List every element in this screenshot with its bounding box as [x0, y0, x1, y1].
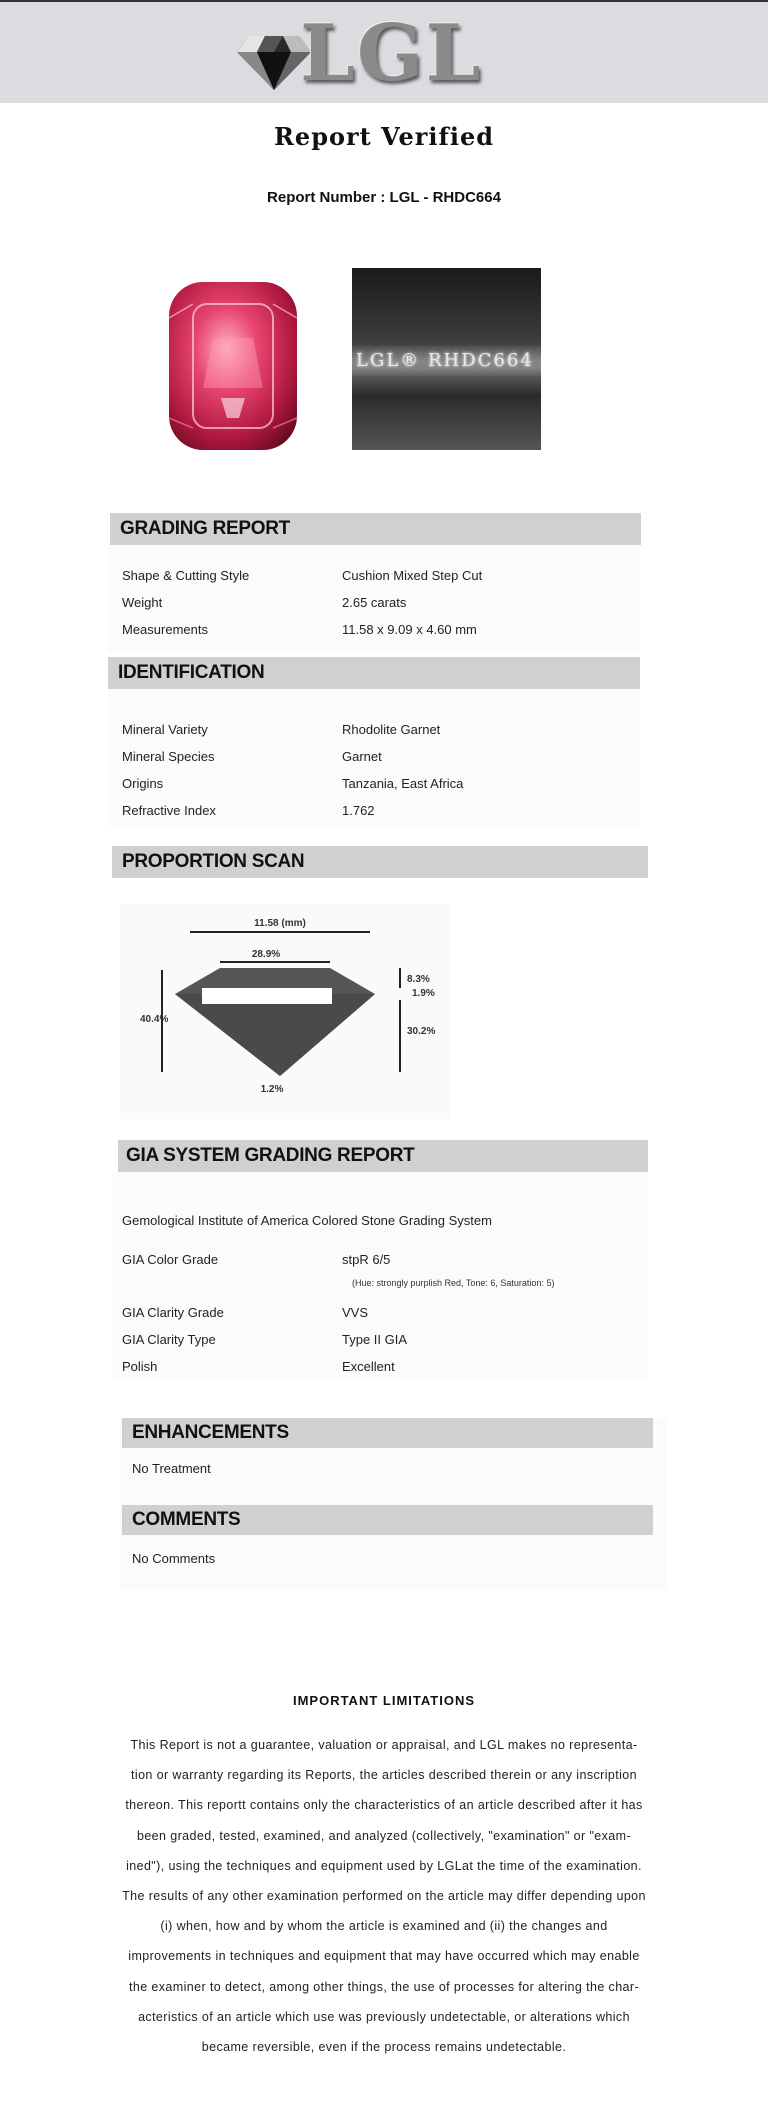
gia-panel	[112, 1172, 648, 1380]
inscription-photo	[352, 268, 541, 450]
gia-intro: Gemological Institute of America Colored Stone Grading System	[122, 1213, 492, 1228]
depth-label: 40.4%	[140, 1014, 169, 1025]
grading-row-value: 11.58 x 9.09 x 4.60 mm	[342, 622, 477, 637]
identification-row-value: Tanzania, East Africa	[342, 776, 464, 791]
gia-row-value: Type II GIA	[342, 1332, 408, 1347]
identification-heading: IDENTIFICATION	[108, 657, 640, 689]
limitations-text: This Report is not a guarantee, valuation or appraisal, and LGL makes no representa- tion or warranty regarding its Reports, the articles described therein or any inscription thereon. This reportt contains only the characteristics of an article described after it has been graded, tested, examined, and analyzed (collectively, "examination" or "exam- ined"), using the techniques and equipment used by LGLat the time of the examination. The results of any other examination performed on the article may differ depending upon (i) when, how and by whom the article is examined and (ii) the changes and improvements in techniques and equipment that may have occurred which may enable the examiner to detect, among other things, the use of processes for altering the char- acteristics of an article which use was previously undetectable, or alterations which became reversible, even if the process remains undetectable.	[122, 1738, 646, 2055]
header-banner	[0, 2, 768, 103]
enhancements-text: No Treatment	[132, 1461, 211, 1476]
inscription-text: LGL® RHDC664	[352, 346, 541, 376]
lgl-logo[interactable]	[230, 8, 490, 99]
identification-row-value: Rhodolite Garnet	[342, 722, 441, 737]
pavilion-label: 30.2%	[407, 1026, 436, 1037]
girdle-label: 1.9%	[412, 988, 435, 999]
limitations-heading: IMPORTANT LIMITATIONS	[292, 1693, 476, 1708]
grading-report-heading: GRADING REPORT	[110, 513, 641, 545]
report-number: Report Number : LGL - RHDC664	[267, 189, 501, 206]
culet-label: 1.2%	[260, 1084, 284, 1095]
logo-text: LGL	[300, 8, 483, 99]
proportion-scan-heading: PROPORTION SCAN	[112, 846, 648, 878]
grading-row-value: Cushion Mixed Step Cut	[342, 568, 483, 583]
grading-row-label: Measurements	[122, 622, 208, 637]
identification-row-value: Garnet	[342, 749, 382, 764]
page-title: Report Verified	[273, 122, 495, 151]
identification-row-value: 1.762	[342, 803, 375, 818]
identification-row-label: Mineral Species	[122, 749, 215, 764]
crown-label: 8.3%	[407, 974, 430, 985]
grading-row-label: Shape & Cutting Style	[122, 568, 250, 583]
identification-row-label: Origins	[122, 776, 164, 791]
gia-row-value: Excellent	[342, 1359, 395, 1374]
table-label: 28.9%	[251, 949, 281, 960]
width-label: 11.58 (mm)	[254, 918, 306, 929]
grading-row-value: 2.65 carats	[342, 595, 407, 610]
identification-row-label: Mineral Variety	[122, 722, 208, 737]
gia-row-value: stpR 6/5	[342, 1252, 391, 1267]
enhancements-heading: ENHANCEMENTS	[122, 1418, 653, 1448]
gia-row-value: VVS	[342, 1305, 369, 1320]
gem-photo	[163, 278, 303, 454]
comments-heading: COMMENTS	[122, 1505, 653, 1535]
color-grade-note: (Hue: strongly purplish Red, Tone: 6, Saturation: 5)	[352, 1278, 555, 1288]
comments-text: No Comments	[132, 1551, 216, 1566]
grading-row-label: Weight	[122, 595, 163, 610]
gia-row-label: GIA Clarity Grade	[122, 1305, 224, 1320]
gia-row-label: Polish	[122, 1359, 158, 1374]
gia-heading: GIA SYSTEM GRADING REPORT	[118, 1140, 648, 1172]
identification-row-label: Refractive Index	[122, 803, 216, 818]
gia-row-label: GIA Clarity Type	[122, 1332, 216, 1347]
proportion-diagram	[120, 904, 450, 1119]
gia-row-label: GIA Color Grade	[122, 1252, 219, 1267]
